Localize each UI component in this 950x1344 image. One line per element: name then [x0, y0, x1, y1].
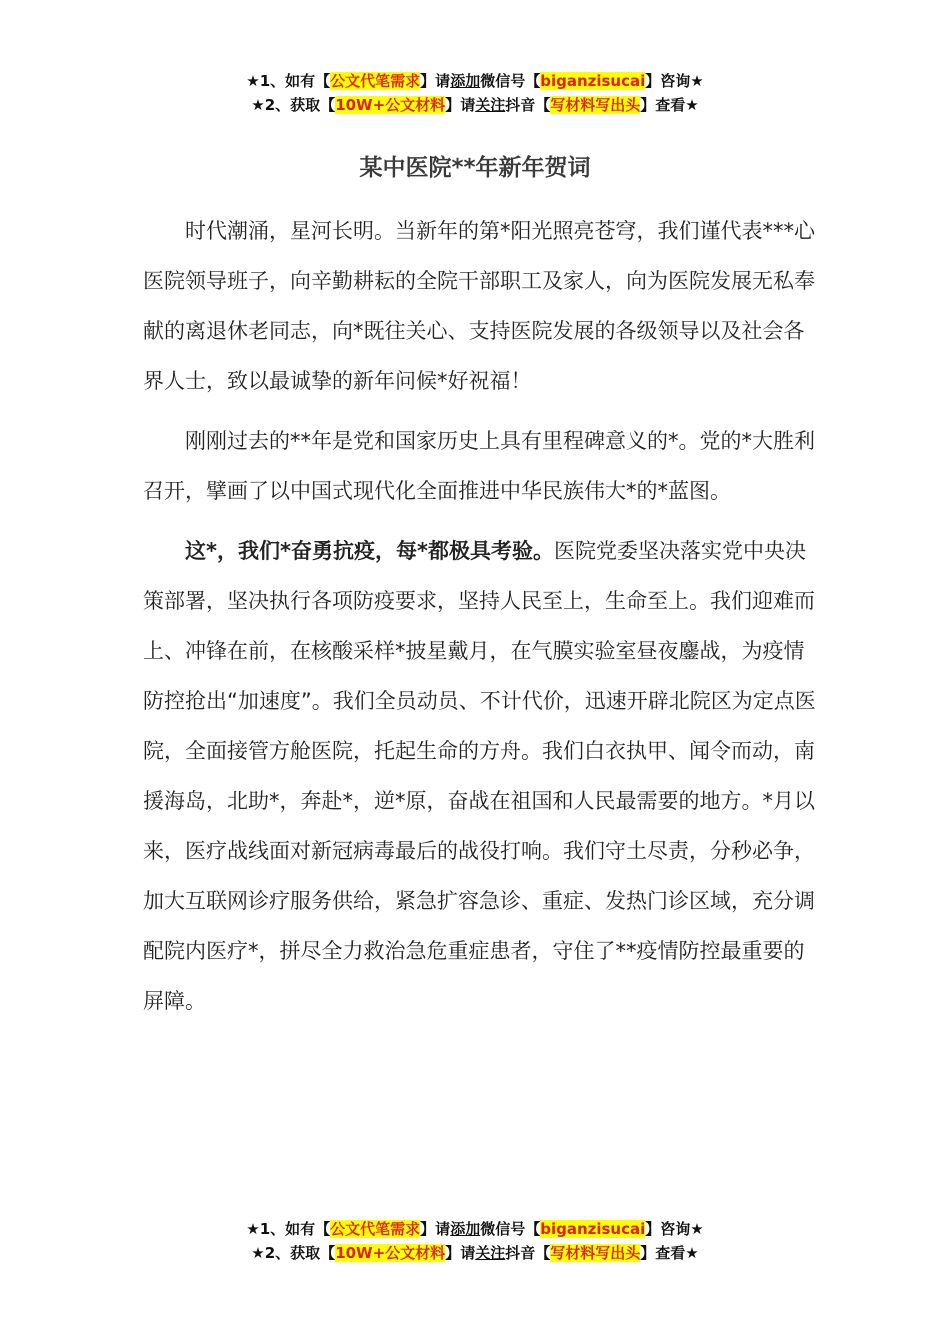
- promo-highlight: 公文代笔需求: [330, 1220, 421, 1238]
- promo-header: [0, 69, 950, 117]
- wechat-id: biganzisucai: [540, 1220, 646, 1238]
- document-body: [143, 206, 823, 1026]
- paragraph-lead: 这*，我们*奋勇抗疫，每*都极具考验。: [185, 539, 554, 563]
- promo-line-1: ★1、如有【公文代笔需求】请添加微信号【biganzisucai】咨询★: [246, 1220, 704, 1238]
- promo-line-2: ★2、获取【10W+公文材料】请关注抖音【写材料写出头】查看★: [251, 1244, 699, 1262]
- paragraph-3: 这*，我们*奋勇抗疫，每*都极具考验。医院党委坚决落实党中央决策部署，坚决执行各项防疫要求，坚持人民至上，生命至上。我们迎难而上、冲锋在前，在核酸采样*披星戴月，在气膜实验室昼夜鏖战，为疫情防控抢出“加速度”。我们全员动员、不计代价，迅速开辟北院区为定点医院，全面接管方舱医院，托起生命的方舟。我们白衣执甲、闻令而动，南援海岛，北助*，奔赴*，逆*原，奋战在祖国和人民最需要的地方。*月以来，医疗战线面对新冠病毒最后的战役打响。我们守土尽责，分秒必争，加大互联网诊疗服务供给，紧急扩容急诊、重症、发热门诊区域，充分调配院内医疗*，拼尽全力救治急危重症患者，守住了**疫情防控最重要的屏障。: [143, 539, 816, 1013]
- promo-highlight: 10W+公文材料: [335, 96, 446, 114]
- promo-footer: [0, 1217, 950, 1265]
- douyin-account: 写材料写出头: [550, 1244, 641, 1262]
- douyin-account: 写材料写出头: [550, 96, 641, 114]
- page-title: 某中医院**年新年贺词: [359, 155, 591, 181]
- promo-line-1: ★1、如有【公文代笔需求】请添加微信号【biganzisucai】咨询★: [246, 72, 704, 90]
- wechat-id: biganzisucai: [540, 72, 646, 90]
- promo-line-2: ★2、获取【10W+公文材料】请关注抖音【写材料写出头】查看★: [251, 96, 699, 114]
- paragraph-1: 时代潮涌，星河长明。当新年的第*阳光照亮苍穹，我们谨代表***心医院领导班子，向辛勤耕耘的全院干部职工及家人，向为医院发展无私奉献的离退休老同志，向*既往关心、支持医院发展的各级领导以及社会各界人士，致以最诚挚的新年问候*好祝福！: [143, 219, 815, 393]
- promo-highlight: 公文代笔需求: [330, 72, 421, 90]
- promo-highlight: 10W+公文材料: [335, 1244, 446, 1262]
- paragraph-2: 刚刚过去的**年是党和国家历史上具有里程碑意义的*。党的*大胜利召开，擘画了以中国式现代化全面推进中华民族伟大*的*蓝图。: [143, 429, 815, 503]
